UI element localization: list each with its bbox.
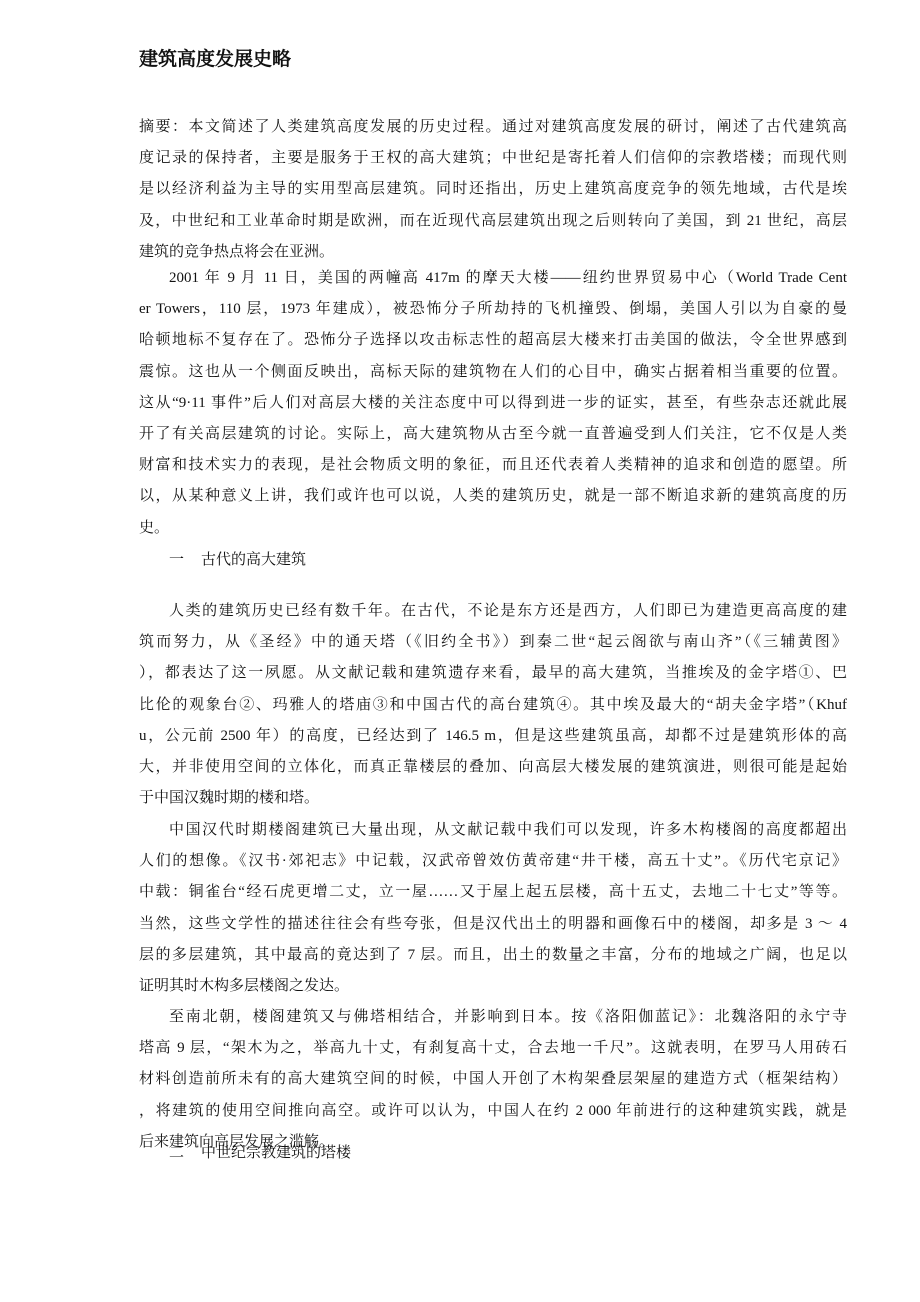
section-title: 古代的高大建筑 [201,552,307,568]
section-title: 中世纪宗教建筑的塔楼 [201,1145,352,1161]
text-line: 材料创造前所未有的高大建筑空间的时候，中国人开创了木构架叠层架屋的建造方式（框架结构） [139,1071,847,1088]
text-line: 这从“9·11 事件”后人们对高层大楼的关注态度中可以得到进一步的证实，甚至，有些杂志还就此展 [139,394,847,411]
text-line: 哈顿地标不复存在了。恐怖分子选择以攻击标志性的超高层大楼来打击美国的做法，令全世界感到 [139,332,847,349]
text-line: 及，中世纪和工业革命时期是欧洲，而在近现代高层建筑出现之后则转向了美国，到 21 世纪，高层 [139,212,847,229]
text-line: ），都表达了这一夙愿。从文献记载和建筑遗存来看，最早的高大建筑，当推埃及的金字塔①、巴 [139,665,847,682]
text-line: 于中国汉魏时期的楼和塔。 [139,790,320,807]
text-line: ，将建筑的使用空间推向高空。或许可以认为，中国人在约 2 000 年前进行的这种建筑实践，就是 [139,1102,847,1119]
text-line: 比伦的观象台②、玛雅人的塔庙③和中国古代的高台建筑④。其中埃及最大的“胡夫金字塔”（Khuf [139,696,847,713]
text-line: 度记录的保持者，主要是服务于王权的高大建筑；中世纪是寄托着人们信仰的宗教塔楼；而现代则 [139,150,847,167]
intro-paragraph [139,263,847,544]
text-line: 以，从某种意义上讲，我们或许也可以说，人类的建筑历史，就是一部不断追求新的建筑高度的历 [139,488,847,505]
text-line: 中国汉代时期楼阁建筑已大量出现，从文献记载中我们可以发现，许多木构楼阁的高度都超出 [169,822,847,838]
section1-paragraph-3 [139,1002,847,1158]
text-line: 筑而努力，从《圣经》中的通天塔（《旧约全书》）到秦二世“起云阁欲与南山齐”（《三辅黄图》 [139,634,847,651]
text-line: 史。 [139,519,170,536]
section1-paragraph-2 [139,815,847,1002]
text-line: 当然，这些文学性的描述往往会有些夸张，但是汉代出土的明器和画像石中的楼阁，却多是 3 ～ 4 [139,915,847,932]
text-line: u，公元前 2500 年）的高度，已经达到了 146.5 m，但是这些建筑虽高，却都不过是建筑形体的高 [139,727,847,744]
text-line: 摘要：本文简述了人类建筑高度发展的历史过程。通过对建筑高度发展的研讨，阐述了古代建筑高 [139,119,847,135]
text-line: er Towers，110 层，1973 年建成），被恐怖分子所劫持的飞机撞毁、倒塌，美国人引以为自豪的曼 [139,301,847,318]
text-line: 后来建筑向高层发展之滥觞。 [139,1133,335,1150]
text-line: 开了有关高层建筑的讨论。实际上，高大建筑物从古至今就一直普遍受到人们关注，它不仅是人类 [139,425,847,442]
text-line: 塔高 9 层，“架木为之，举高九十丈，有刹复高十丈，合去地一千尺”。这就表明，在罗马人用砖石 [139,1040,847,1057]
section-heading-1 [169,548,306,572]
text-line: 中载：铜雀台“经石虎更增二丈，立一屋……又于屋上起五层楼，高十五丈，去地二十七丈”等等。 [139,884,847,901]
text-line: 财富和技术实力的表现，是社会物质文明的象征，而且还代表着人类精神的追求和创造的愿望。所 [139,457,847,474]
text-line: 至南北朝，楼阁建筑又与佛塔相结合，并影响到日本。按《洛阳伽蓝记》：北魏洛阳的永宁寺 [169,1009,847,1025]
text-line: 人类的建筑历史已经有数千年。在古代，不论是东方还是西方，人们即已为建造更高高度的建 [169,603,847,619]
text-line: 证明其时木构多层楼阁之发达。 [139,977,350,994]
section-number: 一 [169,552,185,568]
text-line: 人们的想像。《汉书·郊祀志》中记载，汉武帝曾效仿黄帝建“井干楼，高五十丈”。《历代宅京记》 [139,853,847,870]
section-heading-2 [169,1141,351,1165]
text-line: 建筑的竞争热点将会在亚洲。 [139,243,335,260]
section1-paragraph-1 [139,596,847,814]
section-number: 二 [169,1145,185,1161]
text-line: 层的多层建筑，其中最高的竟达到了 7 层。而且，出土的数量之丰富，分布的地域之广阔，也足以 [139,946,847,963]
text-line: 是以经济利益为主导的实用型高层建筑。同时还指出，历史上建筑高度竞争的领先地域，古代是埃 [139,181,847,198]
abstract-paragraph [139,112,847,268]
text-line: 震惊。这也从一个侧面反映出，高标天际的建筑物在人们的心目中，确实占据着相当重要的位置。 [139,363,847,380]
document-title: 建筑高度发展史略 [139,48,292,70]
text-line: 2001 年 9 月 11 日，美国的两幢高 417m 的摩天大楼——纽约世界贸易中心（World Trade Cent [169,270,847,286]
text-line: 大，并非使用空间的立体化，而真正靠楼层的叠加、向高层大楼发展的建筑演进，则很可能是起始 [139,758,847,775]
